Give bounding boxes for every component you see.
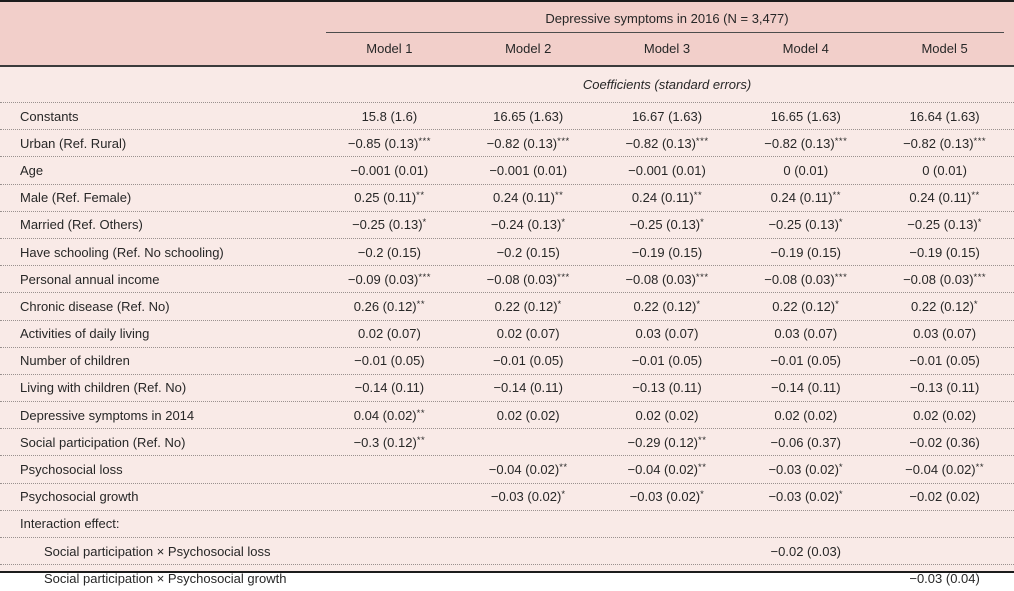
coefficient-value: −0.82 (0.13) — [486, 135, 558, 151]
row-label: Have schooling (Ref. No schooling) — [20, 244, 224, 260]
header-spacer — [0, 2, 320, 32]
significance-stars: * — [422, 217, 427, 229]
column-header-model-2: Model 2 — [505, 41, 552, 56]
coefficient-value: −0.13 (0.11) — [632, 380, 702, 396]
coefficient-value: 0.25 (0.11) — [354, 190, 417, 206]
coefficient-value: −0.04 (0.02) — [488, 462, 560, 478]
model-header-row — [0, 33, 1014, 65]
coefficient-value: −0.03 (0.02) — [768, 462, 839, 478]
coefficient-cell-model-1 — [320, 299, 459, 314]
coefficient-value: −0.14 (0.11) — [771, 380, 841, 396]
row-label: Number of children — [20, 353, 130, 369]
table-row — [0, 537, 1014, 564]
significance-stars: ** — [971, 190, 980, 202]
table-row — [0, 238, 1014, 265]
significance-stars: ** — [416, 190, 425, 202]
coefficient-value: −0.25 (0.13) — [768, 217, 839, 233]
coefficient-value: −0.02 (0.02) — [909, 489, 980, 505]
coefficient-value: 0.02 (0.02) — [774, 407, 838, 423]
significance-stars: * — [977, 217, 982, 229]
coefficient-value: 0.02 (0.02) — [635, 407, 699, 423]
coefficient-value: −0.08 (0.03) — [764, 271, 835, 287]
coefficient-value: 0.24 (0.11) — [770, 190, 833, 206]
coefficient-cell-model-2 — [459, 326, 598, 341]
coefficient-value: −0.2 (0.15) — [357, 244, 422, 260]
coefficient-value: 0.24 (0.11) — [631, 190, 694, 206]
row-label: Married (Ref. Others) — [20, 217, 143, 233]
coefficient-value: −0.2 (0.15) — [496, 244, 560, 260]
coefficient-cell-model-3 — [598, 462, 737, 477]
coefficient-value: −0.3 (0.12) — [353, 434, 417, 450]
coefficient-cell-model-2 — [459, 462, 598, 477]
coefficient-cell-model-1 — [320, 435, 459, 450]
coefficient-value: 0.22 (0.12) — [911, 298, 974, 314]
row-label: Activities of daily living — [20, 326, 150, 342]
significance-stars: *** — [418, 271, 431, 283]
significance-stars: ** — [698, 462, 707, 474]
coefficient-value: 0.02 (0.02) — [913, 407, 977, 423]
coefficient-cell-model-4 — [736, 190, 875, 205]
coefficient-cell-model-2 — [459, 245, 598, 260]
coefficient-cell-model-5 — [875, 353, 1014, 368]
table-row — [0, 455, 1014, 482]
coefficient-value: −0.19 (0.15) — [909, 244, 980, 260]
coefficient-value: −0.25 (0.13) — [352, 217, 423, 233]
coefficient-value: −0.09 (0.03) — [347, 271, 419, 287]
column-header-model-4: Model 4 — [782, 41, 829, 56]
row-label: Social participation × Psychosocial loss — [44, 543, 271, 559]
coefficient-cell-model-2 — [459, 163, 598, 178]
coefficient-value: −0.03 (0.04) — [909, 570, 980, 586]
coefficient-cell-model-5 — [875, 462, 1014, 477]
coefficient-cell-model-3 — [598, 272, 737, 287]
coefficient-cell-model-3 — [598, 380, 737, 395]
coefficient-value: 0.03 (0.07) — [774, 326, 838, 342]
subheader-row — [0, 67, 1014, 102]
coefficient-value: −0.14 (0.11) — [493, 380, 563, 396]
significance-stars: ** — [698, 434, 707, 446]
coefficient-cell-model-4 — [736, 380, 875, 395]
significance-stars: ** — [416, 434, 426, 446]
coefficient-value: 0.04 (0.02) — [353, 407, 417, 423]
coefficient-value: 0.24 (0.11) — [493, 190, 555, 206]
coefficient-cell-model-4 — [736, 163, 875, 178]
coefficient-value: −0.24 (0.13) — [490, 217, 562, 233]
significance-stars: * — [838, 462, 844, 474]
coefficient-value: 0.26 (0.12) — [353, 298, 417, 314]
coefficient-value: −0.85 (0.13) — [347, 135, 419, 151]
table-row — [0, 510, 1014, 537]
coefficient-cell-model-1 — [320, 109, 459, 124]
table-row — [0, 428, 1014, 455]
coefficient-cell-model-5 — [875, 272, 1014, 287]
significance-stars: *** — [557, 271, 570, 283]
coefficient-cell-model-5 — [875, 136, 1014, 151]
coefficient-cell-model-2 — [459, 136, 598, 151]
coefficient-cell-model-2 — [459, 353, 598, 368]
coefficient-cell-model-2 — [459, 190, 598, 205]
coefficient-cell-model-4 — [736, 462, 875, 477]
significance-stars: ** — [975, 462, 985, 474]
coefficient-value: 0.24 (0.11) — [909, 190, 972, 206]
significance-stars: *** — [834, 271, 848, 283]
coefficients-subheader: Coefficients (standard errors) — [582, 77, 752, 92]
coefficient-value: −0.14 (0.11) — [354, 380, 425, 396]
coefficient-cell-model-1 — [320, 353, 459, 368]
header-spacer — [0, 33, 320, 65]
table-header — [0, 2, 1014, 67]
table-row — [0, 347, 1014, 374]
coefficient-value: −0.25 (0.13) — [629, 217, 701, 233]
coefficient-value: −0.82 (0.13) — [764, 135, 835, 151]
coefficient-value: −0.01 (0.05) — [909, 353, 980, 369]
coefficient-cell-model-1 — [320, 217, 459, 232]
coefficient-cell-model-3 — [598, 408, 737, 423]
coefficient-cell-model-3 — [598, 353, 737, 368]
coefficient-cell-model-2 — [459, 109, 598, 124]
coefficient-cell-model-3 — [598, 326, 737, 341]
coefficient-cell-model-2 — [459, 299, 598, 314]
coefficient-cell-model-4 — [736, 217, 875, 232]
table-row — [0, 184, 1014, 211]
coefficient-value: 16.65 (1.63) — [493, 108, 564, 124]
coefficient-cell-model-5 — [875, 217, 1014, 232]
coefficient-cell-model-2 — [459, 380, 598, 395]
table-body — [0, 102, 1014, 591]
coefficient-value: −0.01 (0.05) — [492, 353, 564, 369]
coefficient-cell-model-1 — [320, 163, 459, 178]
table-row — [0, 211, 1014, 238]
coefficient-cell-model-4 — [736, 272, 875, 287]
coefficient-value: 0.02 (0.07) — [496, 326, 560, 342]
significance-stars: *** — [973, 271, 987, 283]
significance-stars: ** — [554, 190, 564, 202]
row-label: Constants — [20, 108, 79, 124]
coefficient-value: 16.65 (1.63) — [770, 108, 841, 124]
coefficient-value: −0.19 (0.15) — [631, 244, 703, 260]
coefficient-cell-model-3 — [598, 217, 737, 232]
significance-stars: * — [561, 489, 566, 501]
row-label: Urban (Ref. Rural) — [20, 135, 127, 151]
significance-stars: * — [696, 298, 701, 310]
coefficient-value: 0.22 (0.12) — [772, 298, 836, 314]
coefficient-cell-model-3 — [598, 299, 737, 314]
coefficient-cell-model-5 — [875, 380, 1014, 395]
significance-stars: *** — [418, 135, 431, 147]
coefficient-value: −0.001 (0.01) — [628, 162, 706, 178]
row-label: Depressive symptoms in 2014 — [20, 407, 195, 423]
coefficient-cell-model-2 — [459, 272, 598, 287]
coefficient-cell-model-4 — [736, 299, 875, 314]
coefficient-cell-model-5 — [875, 299, 1014, 314]
coefficient-value: −0.001 (0.01) — [489, 162, 568, 178]
significance-stars: * — [700, 489, 705, 501]
coefficient-cell-model-1 — [320, 380, 459, 395]
coefficient-value: −0.03 (0.02) — [768, 489, 839, 505]
coefficient-cell-model-3 — [598, 109, 737, 124]
coefficient-cell-model-1 — [320, 245, 459, 260]
row-label: Age — [20, 162, 44, 178]
significance-stars: * — [838, 489, 844, 501]
significance-stars: ** — [416, 298, 426, 310]
significance-stars: * — [973, 298, 979, 310]
column-header-model-5: Model 5 — [921, 41, 968, 56]
coefficient-value: 0.22 (0.12) — [633, 298, 697, 314]
row-label: Chronic disease (Ref. No) — [20, 298, 170, 314]
significance-stars: *** — [557, 135, 570, 147]
coefficient-value: 0.02 (0.07) — [357, 326, 421, 342]
coefficient-cell-model-5 — [875, 245, 1014, 260]
spanner-title: Depressive symptoms in 2016 (N = 3,477) — [545, 11, 789, 26]
coefficient-value: −0.25 (0.13) — [907, 217, 978, 233]
coefficient-value: 0.03 (0.07) — [913, 326, 977, 342]
coefficient-cell-model-4 — [736, 408, 875, 423]
row-label: Personal annual income — [20, 271, 160, 287]
significance-stars: *** — [695, 135, 709, 147]
coefficient-cell-model-1 — [320, 408, 459, 423]
table-row — [0, 374, 1014, 401]
coefficient-value: 0 (0.01) — [783, 162, 829, 178]
coefficient-cell-model-1 — [320, 326, 459, 341]
coefficient-cell-model-5 — [875, 489, 1014, 504]
coefficient-cell-model-4 — [736, 353, 875, 368]
row-label: Social participation (Ref. No) — [20, 434, 186, 450]
coefficient-cell-model-3 — [598, 190, 737, 205]
coefficient-cell-model-3 — [598, 435, 737, 450]
coefficient-cell-model-2 — [459, 489, 598, 504]
table-row — [0, 401, 1014, 428]
coefficient-cell-model-3 — [598, 245, 737, 260]
coefficient-cell-model-4 — [736, 544, 875, 559]
coefficient-cell-model-4 — [736, 489, 875, 504]
table-row — [0, 483, 1014, 510]
coefficient-value: 15.8 (1.6) — [361, 108, 418, 124]
coefficient-value: 0.03 (0.07) — [635, 326, 699, 342]
row-label: Living with children (Ref. No) — [20, 380, 187, 396]
significance-stars: ** — [832, 190, 841, 202]
significance-stars: ** — [416, 407, 426, 419]
significance-stars: *** — [695, 271, 709, 283]
coefficient-value: 16.67 (1.63) — [631, 108, 703, 124]
row-label: Male (Ref. Female) — [20, 190, 132, 206]
significance-stars: ** — [559, 462, 568, 474]
coefficient-cell-model-5 — [875, 109, 1014, 124]
coefficient-value: −0.19 (0.15) — [770, 244, 842, 260]
coefficient-value: −0.29 (0.12) — [627, 434, 699, 450]
significance-stars: *** — [973, 135, 987, 147]
coefficient-cell-model-5 — [875, 571, 1014, 586]
row-label: Psychosocial loss — [20, 462, 123, 478]
coefficient-value: −0.13 (0.11) — [909, 380, 980, 396]
coefficient-value: 16.64 (1.63) — [909, 108, 980, 124]
column-header-model-1: Model 1 — [366, 41, 413, 56]
coefficient-cell-model-5 — [875, 408, 1014, 423]
coefficient-cell-model-5 — [875, 190, 1014, 205]
table-row — [0, 156, 1014, 183]
coefficient-value: −0.04 (0.02) — [905, 462, 976, 478]
coefficient-value: −0.82 (0.13) — [903, 135, 974, 151]
table-row — [0, 265, 1014, 292]
coefficient-value: −0.03 (0.02) — [490, 489, 562, 505]
table-row — [0, 129, 1014, 156]
significance-stars: *** — [834, 135, 848, 147]
coefficient-cell-model-5 — [875, 435, 1014, 450]
significance-stars: ** — [693, 190, 703, 202]
coefficient-cell-model-1 — [320, 272, 459, 287]
coefficient-cell-model-1 — [320, 190, 459, 205]
coefficient-cell-model-3 — [598, 489, 737, 504]
coefficient-value: −0.01 (0.05) — [631, 353, 703, 369]
significance-stars: * — [700, 217, 705, 229]
significance-stars: * — [557, 298, 562, 310]
coefficient-cell-model-4 — [736, 435, 875, 450]
coefficient-value: −0.06 (0.37) — [770, 434, 842, 450]
table-row — [0, 292, 1014, 319]
coefficient-cell-model-4 — [736, 136, 875, 151]
coefficient-value: −0.01 (0.05) — [770, 353, 842, 369]
coefficient-cell-model-1 — [320, 136, 459, 151]
coefficient-value: −0.82 (0.13) — [625, 135, 696, 151]
coefficient-value: −0.01 (0.05) — [354, 353, 425, 369]
column-header-model-3: Model 3 — [643, 41, 691, 56]
coefficient-value: 0.22 (0.12) — [494, 298, 558, 314]
coefficient-value: −0.08 (0.03) — [486, 271, 558, 287]
coefficient-value: 0.02 (0.02) — [496, 407, 560, 423]
coefficient-value: −0.08 (0.03) — [625, 271, 696, 287]
row-label: Psychosocial growth — [20, 489, 139, 505]
table-row — [0, 564, 1014, 591]
coefficient-cell-model-3 — [598, 163, 737, 178]
coefficient-value: 0 (0.01) — [922, 162, 967, 178]
coefficient-cell-model-4 — [736, 245, 875, 260]
significance-stars: * — [561, 217, 566, 229]
row-label: Interaction effect: — [20, 516, 120, 532]
coefficient-cell-model-2 — [459, 408, 598, 423]
coefficient-cell-model-5 — [875, 326, 1014, 341]
coefficient-cell-model-4 — [736, 326, 875, 341]
table-row — [0, 102, 1014, 129]
coefficient-cell-model-3 — [598, 136, 737, 151]
coefficient-value: −0.02 (0.36) — [909, 434, 980, 450]
coefficient-value: −0.03 (0.02) — [629, 489, 701, 505]
significance-stars: * — [835, 298, 840, 310]
significance-stars: * — [838, 217, 844, 229]
table-row — [0, 320, 1014, 347]
coefficient-cell-model-5 — [875, 163, 1014, 178]
coefficient-value: −0.04 (0.02) — [627, 462, 699, 478]
coefficient-value: −0.08 (0.03) — [903, 271, 974, 287]
row-label: Social participation × Psychosocial growth — [44, 570, 287, 586]
coefficient-value: −0.001 (0.01) — [350, 162, 429, 178]
coefficient-cell-model-4 — [736, 109, 875, 124]
coefficient-value: −0.02 (0.03) — [770, 543, 842, 559]
coefficient-cell-model-2 — [459, 217, 598, 232]
